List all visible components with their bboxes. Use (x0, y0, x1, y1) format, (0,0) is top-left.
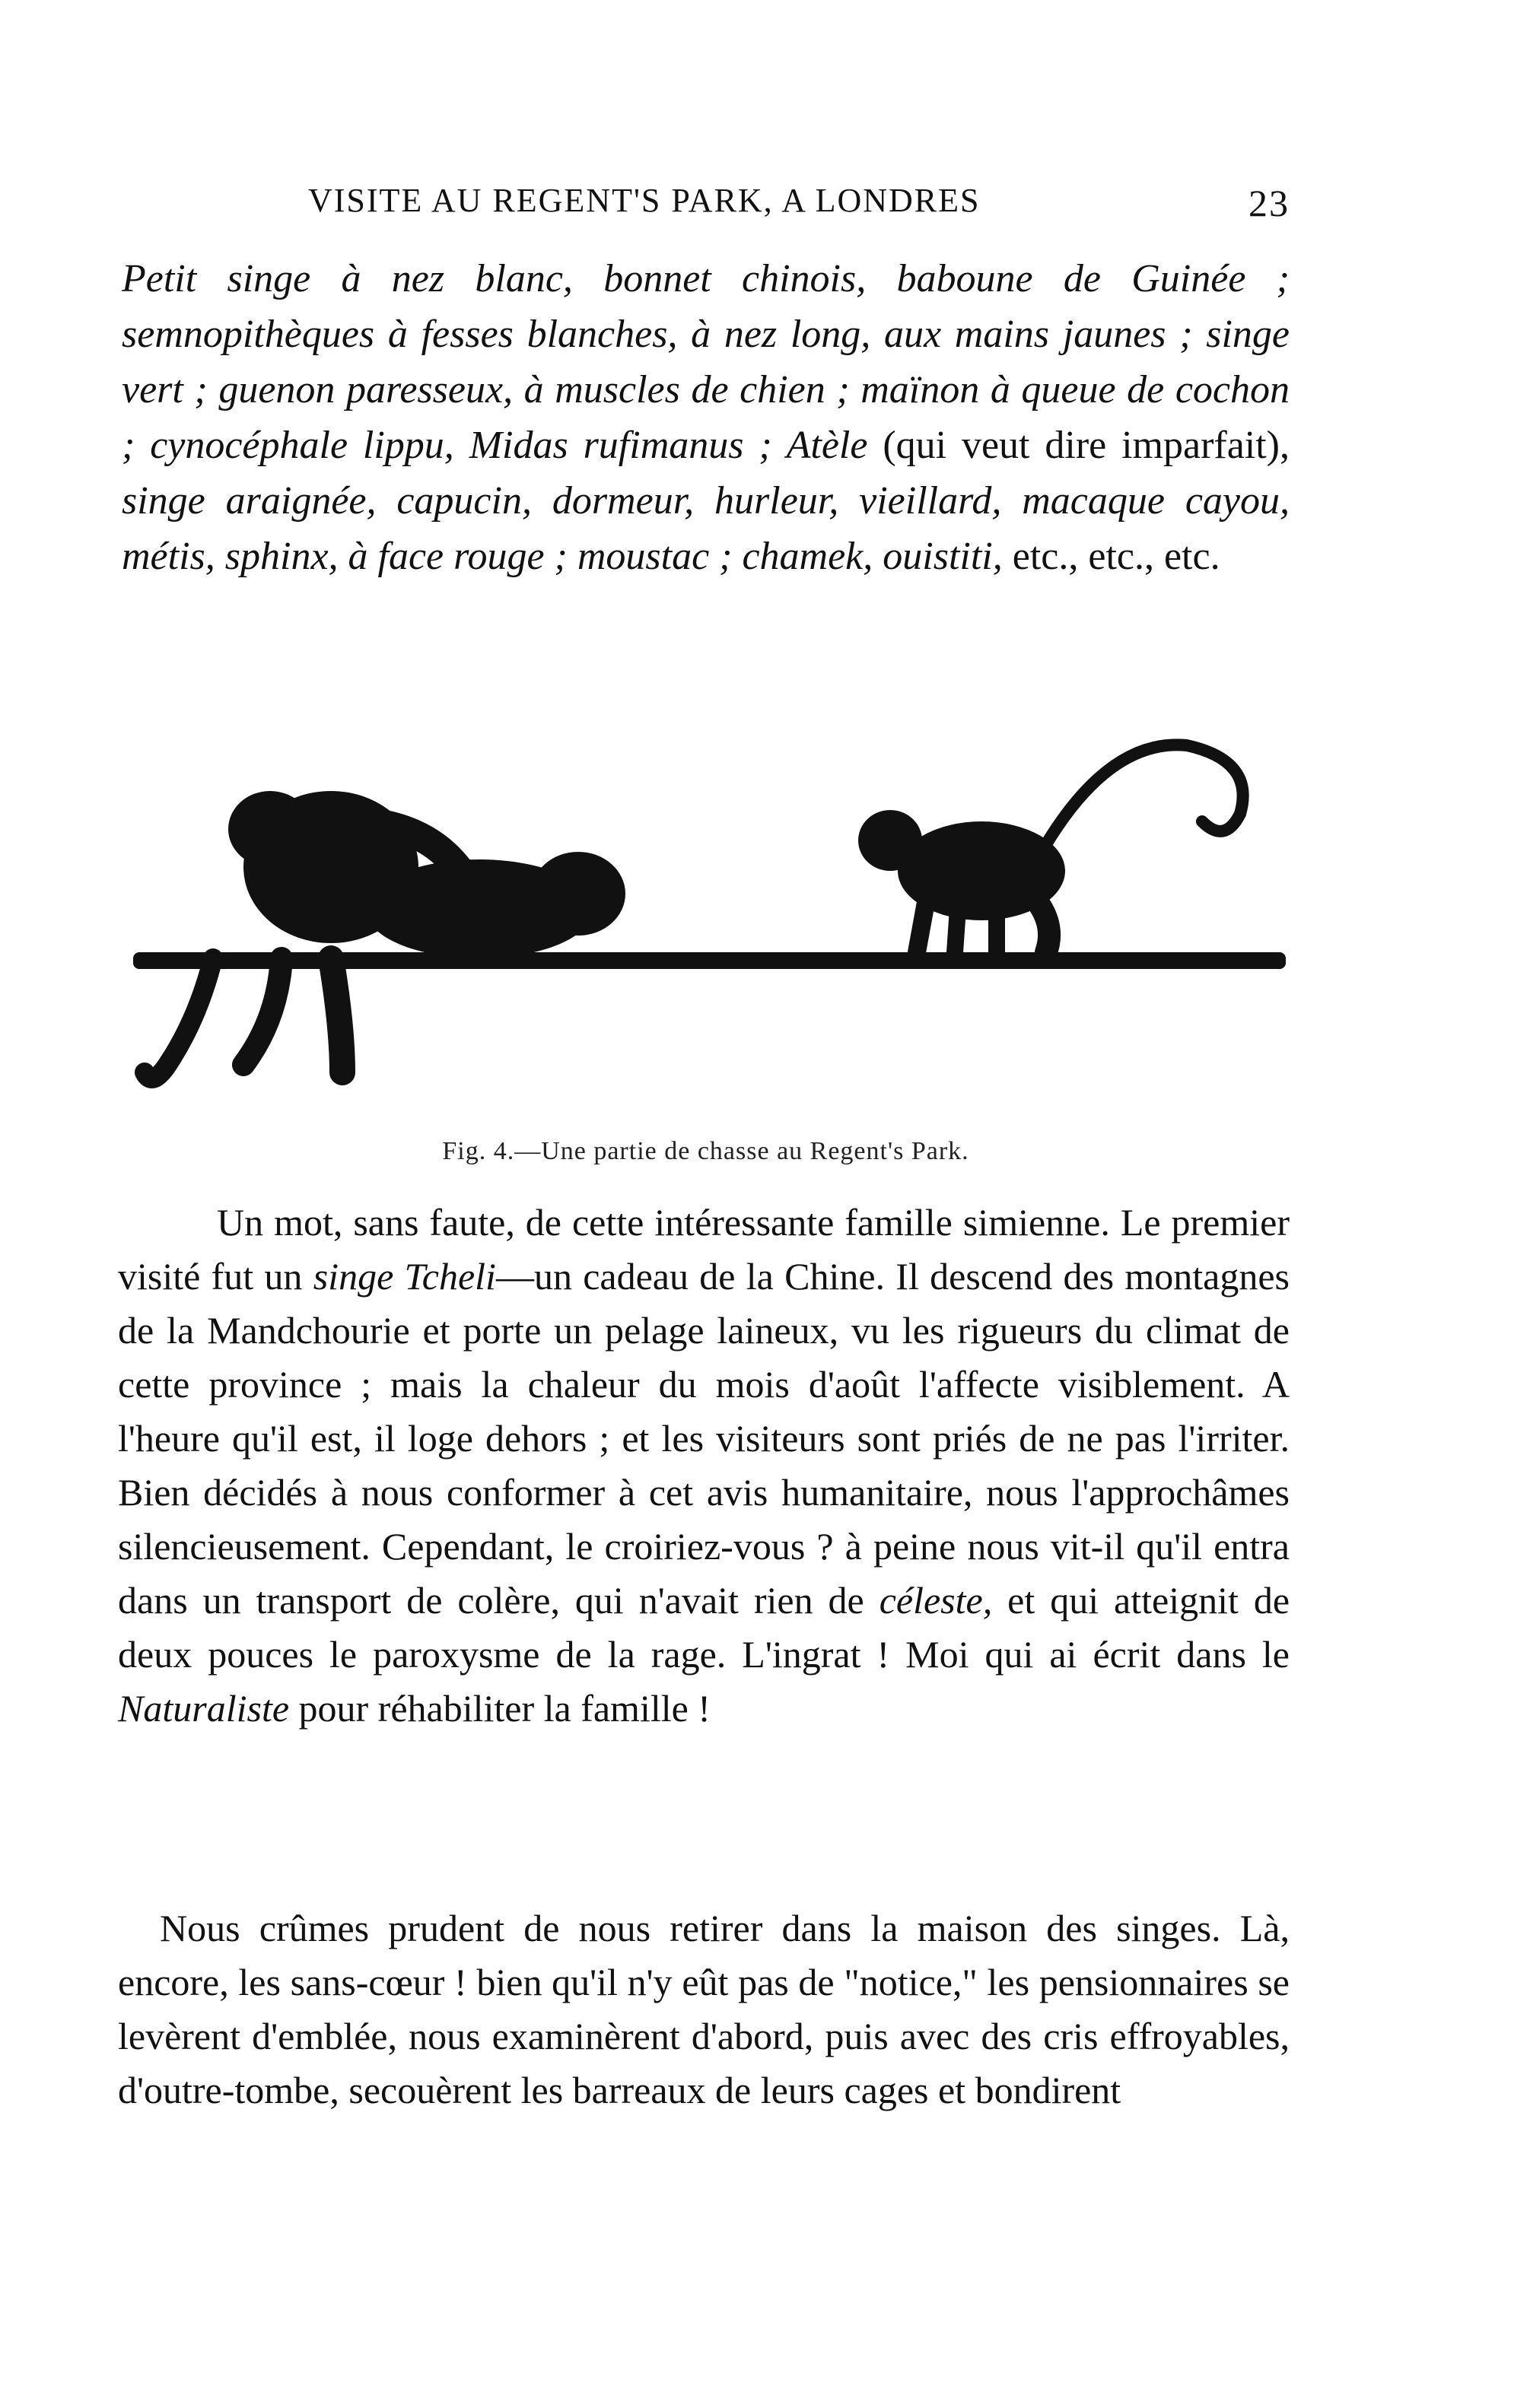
paragraph-1-text-c: et qui atteignit de deux pouces le paroxysme de la rage. L'ingrat ! Moi qui ai écrit dans le (118, 1579, 1290, 1676)
hanging-leg-1 (243, 958, 282, 1065)
species-list-aside: (qui veut dire imparfait), (883, 424, 1290, 467)
paragraph-1-text-a: Un mot, sans faute, de cette intéressante famille simienne. Le premier visité fut un (118, 1201, 1290, 1298)
lying-monkey-head (531, 852, 625, 936)
walking-monkey-back-leg (1027, 890, 1049, 952)
paragraph-1-text-d: pour réhabiliter la famille ! (298, 1687, 711, 1730)
paragraph-1-species: singe Tcheli (313, 1255, 496, 1298)
running-title: VISITE AU REGENT'S PARK, A LONDRES (308, 182, 981, 219)
sitting-monkey-head (228, 791, 312, 867)
hanging-leg-2 (331, 958, 342, 1072)
curled-tail (1046, 745, 1243, 844)
walking-monkey-head (858, 810, 922, 871)
figure-caption: Fig. 4.—Une partie de chasse au Regent's Park. (442, 1137, 969, 1165)
branch (133, 952, 1286, 969)
paragraph-1-celeste: céleste, (879, 1579, 993, 1622)
paragraph-1-text-b: —un cadeau de la Chine. Il descend des montagnes de la Mandchourie et porte un pelage laineux, vu les rigueurs du climat de cette province ; mais la chaleur du mois d'août l'affecte visiblement. A l'heure qu'il est, il loge dehors ; et les visiteurs sont priés de ne pas l'irriter. Bien décidés à nous conformer à cet avis humanitaire, nous l'approchâmes silencieusement. Cependant, le croiriez-vous ? à peine nous vit-il qu'il entra dans un transport de colère, qui n'avait rien de (118, 1255, 1290, 1622)
paragraph-1-journal: Naturaliste (118, 1687, 290, 1730)
monkeys-silhouette-figure (122, 715, 1293, 1126)
species-list-part-1: Petit singe à nez blanc, bonnet chinois, baboune de Guinée ; semnopithèques à fesses blanches, à nez long, aux mains jaunes ; singe vert ; guenon paresseux, à muscles de chien ; maïnon à queue de cochon ; cynocéphale lippu, Midas rufimanus ; Atèle (122, 257, 1290, 467)
species-list-part-2: singe araignée, capucin, dormeur, hurleur, vieillard, macaque cayou, métis, sphinx, à face rouge ; moustac ; chamek, ouistiti, (122, 479, 1290, 578)
walking-monkey-front-leg (917, 890, 928, 952)
monkey-species-list (122, 251, 1290, 584)
species-list-etc: etc., etc., etc. (1012, 535, 1220, 578)
walking-monkey-front-leg-2 (955, 897, 959, 952)
page-number: 23 (1248, 182, 1290, 224)
paragraph-1 (118, 1196, 1290, 1736)
paragraph-2: Nous crûmes prudent de nous retirer dans la maison des singes. Là, encore, les sans-cœur ! bien qu'il n'y eût pas de "notice," les pensionnaires se levèrent d'emblée, nous examinèrent d'abord, puis avec des cris effroyables, d'outre-tombe, secouèrent les barreaux de leurs cages et bondirent (118, 1907, 1290, 2111)
hanging-tail (145, 958, 213, 1079)
